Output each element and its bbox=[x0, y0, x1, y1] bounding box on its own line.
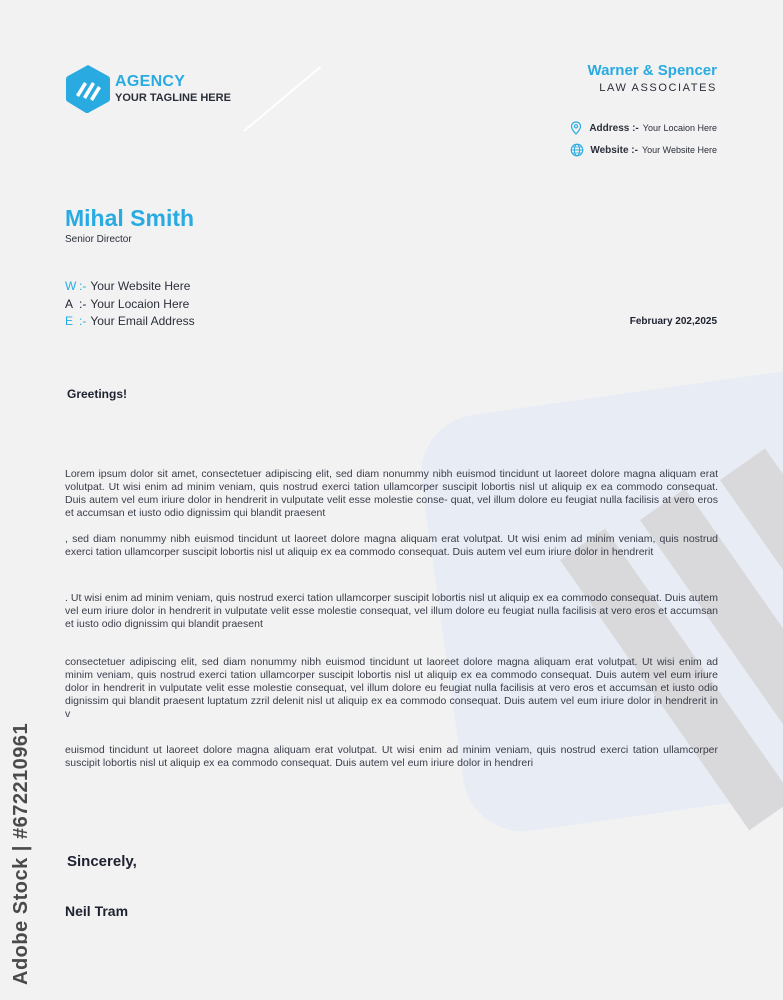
hexagon-logo-icon bbox=[65, 63, 111, 115]
closing: Sincerely, bbox=[67, 853, 137, 870]
info-letter: A bbox=[65, 297, 74, 311]
info-value: Your Email Address bbox=[90, 314, 195, 328]
greeting: Greetings! bbox=[67, 387, 128, 401]
body-paragraph: Lorem ipsum dolor sit amet, consectetuer adipiscing elit, sed diam nonummy nibh euismod tincidunt ut laoreet dolore magna aliquam erat volutpat. Ut wisi enim ad minim veniam, quis nostrud exerci tation ullamcorper suscipit lobortis nisl ut aliquip ex ea commodo consequat. Duis autem vel eum iriure dolor in hendrerit in vulputate velit esse molestie conse- quat, vel illum dolore eu feugiat nulla facilisis at vero eros et accumsan et iusto odio dignissim qui blandit praesent bbox=[65, 468, 718, 519]
logo-name: AGENCY bbox=[115, 73, 186, 90]
info-location-row bbox=[65, 297, 189, 311]
firm-subtitle: LAW ASSOCIATES bbox=[599, 82, 717, 94]
globe-icon bbox=[570, 143, 584, 157]
info-letter: E bbox=[65, 314, 74, 328]
person-name: Mihal Smith bbox=[65, 205, 195, 231]
firm-address-row bbox=[569, 121, 717, 135]
info-separator: :- bbox=[79, 314, 87, 328]
info-website-row bbox=[65, 279, 190, 293]
body-paragraph: , sed diam nonummy nibh euismod tincidunt ut laoreet dolore magna aliquam erat volutpat. Ut wisi enim ad minim veniam, quis nostrud exerci tation ullamcorper suscipit lobortis nisl ut aliquip ex ea commodo consequat. Duis autem vel eum iriure dolor in hendrerit bbox=[65, 533, 718, 558]
body-paragraph: euismod tincidunt ut laoreet dolore magna aliquam erat volutpat. Ut wisi enim ad minim veniam, quis nostrud exerci tation ullamcorper suscipit lobortis nisl ut aliquip ex ea commodo consequat. Duis autem vel eum iriure dolor in hendreri bbox=[65, 744, 718, 769]
address-label: Address :- bbox=[589, 122, 639, 134]
location-pin-icon bbox=[569, 121, 583, 135]
letter-date: February 202,2025 bbox=[629, 316, 717, 327]
logo-tagline: YOUR TAGLINE HERE bbox=[115, 92, 231, 104]
website-label: Website :- bbox=[590, 144, 638, 156]
info-value: Your Website Here bbox=[90, 279, 191, 293]
decorative-diagonal-line bbox=[243, 66, 321, 132]
side-watermark: Adobe Stock | #672210961 bbox=[10, 722, 32, 985]
body-paragraph: consectetuer adipiscing elit, sed diam nonummy nibh euismod tincidunt ut laoreet dolore magna aliquam erat volutpat. Ut wisi enim ad minim veniam, quis nostrud exerci tation ullamcorper suscipit lobortis nisl ut aliquip ex ea commodo consequat. Duis autem vel eum iriure dolor in hendrerit in vulputate velit esse molestie consequat, vel illum dolore eu feugiat nulla facilisis at vero eros et accumsan et iusto odio dignissim qui blandit praesent luptatum zzril delenit nisl ut aliquip ex ea commodo consequat. Duis autem vel eum iriure dolor in hendrerit in v bbox=[65, 656, 718, 720]
info-letter: W bbox=[65, 279, 77, 293]
firm-header bbox=[588, 62, 718, 95]
firm-name: Warner & Spencer bbox=[587, 62, 717, 79]
person-title: Senior Director bbox=[65, 234, 132, 245]
website-value: Your Website Here bbox=[641, 145, 717, 155]
firm-website-row bbox=[570, 143, 717, 157]
agency-logo bbox=[65, 63, 231, 115]
info-value: Your Locaion Here bbox=[90, 297, 190, 311]
body-paragraph: . Ut wisi enim ad minim veniam, quis nostrud exerci tation ullamcorper suscipit lobortis nisl ut aliquip ex ea commodo consequat. Duis autem vel eum iriure dolor in hendrerit in vulputate velit esse molestie consequat, vel illum dolore eu feugiat nulla facilisis at vero eros et accumsan et iusto odio dignissim qui blandit praesent bbox=[65, 592, 718, 630]
signer-name: Neil Tram bbox=[65, 903, 129, 919]
info-separator: :- bbox=[79, 279, 87, 293]
address-value: Your Locaion Here bbox=[642, 123, 717, 133]
info-email-row bbox=[65, 314, 195, 328]
info-separator: :- bbox=[79, 297, 87, 311]
